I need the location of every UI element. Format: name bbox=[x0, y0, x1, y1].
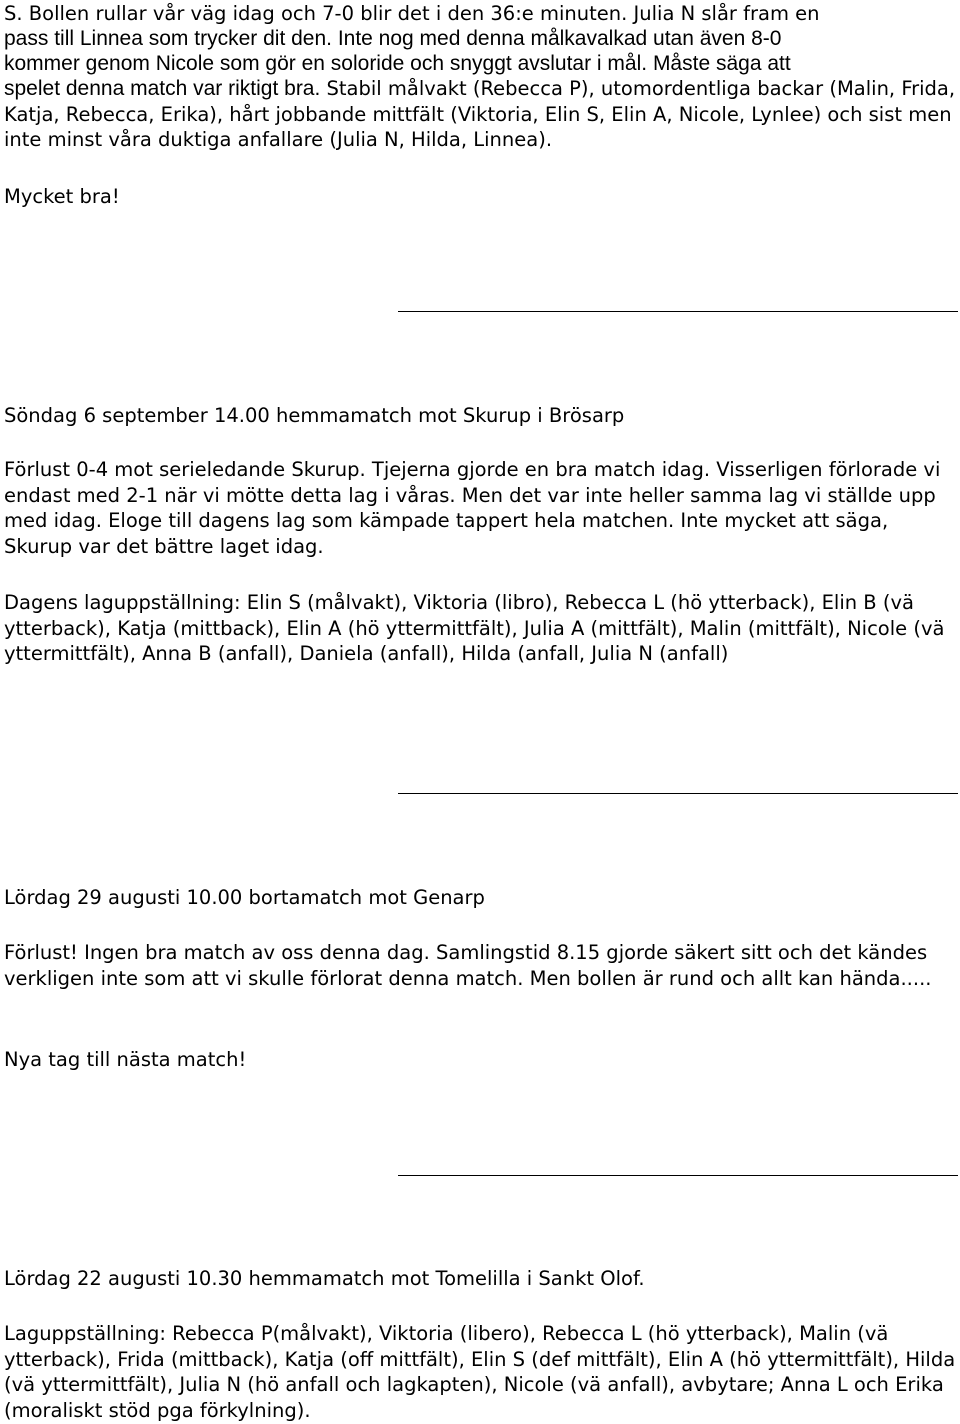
report-1-line-4: spelet denna match var riktigt bra. bbox=[4, 77, 321, 100]
match-3-heading: Lördag 29 augusti 10.00 bortamatch mot Genarp bbox=[4, 886, 485, 909]
report-1-body bbox=[4, 76, 956, 153]
match-2-heading: Söndag 6 september 14.00 hemmamatch mot Skurup i Brösarp bbox=[4, 404, 625, 427]
report-1-line-3: kommer genom Nicole som gör en soloride och snyggt avslutar i mål. Måste säga att bbox=[4, 52, 791, 75]
section-divider bbox=[398, 793, 958, 794]
match-4-heading: Lördag 22 augusti 10.30 hemmamatch mot Tomelilla i Sankt Olof. bbox=[4, 1267, 645, 1290]
report-1-closing: Mycket bra! bbox=[4, 185, 120, 208]
report-1-continuation: Stabil målvakt (Rebecca P), utomordentliga backar (Malin, Frida, Katja, Rebecca, Erika), hårt jobbande mittfält (Viktoria, Elin S, Elin A, Nicole, Lynlee) och sist men inte minst våra duktiga anfallare (Julia N, Hilda, Linnea). bbox=[4, 77, 956, 152]
match-3-closing: Nya tag till nästa match! bbox=[4, 1048, 247, 1071]
section-divider bbox=[398, 311, 958, 312]
report-1-line-1: S. Bollen rullar vår väg idag och 7-0 blir det i den 36:e minuten. Julia N slår fram en bbox=[4, 2, 820, 25]
match-2-lineup: Dagens laguppställning: Elin S (målvakt), Viktoria (libro), Rebecca L (hö ytterback), Elin B (vä ytterback), Katja (mittback), Elin A (hö yttermittfält), Julia A (mittfält), Malin (mittfält), Nicole (vä yttermittfält), Anna B (anfall), Daniela (anfall), Hilda (anfall, Julia N (anfall) bbox=[4, 591, 945, 666]
report-1-line-2: pass till Linnea som trycker dit den. Inte nog med denna målkavalkad utan även 8-0 bbox=[4, 27, 782, 50]
match-4-lineup: Laguppställning: Rebecca P(målvakt), Viktoria (libero), Rebecca L (hö ytterback), Malin (vä ytterback), Frida (mittback), Katja (off mittfält), Elin S (def mittfält), Elin A (hö yttermittfält), Hilda (vä yttermittfält), Julia N (hö anfall och lagkapten), Nicole (vä anfall), avbytare; Anna L och Erika (moraliskt stöd pga förkylning). bbox=[4, 1322, 956, 1422]
match-3-report: Förlust! Ingen bra match av oss denna dag. Samlingstid 8.15 gjorde säkert sitt och det kändes verkligen inte som att vi skulle förlorat denna match. Men bollen är rund och allt kan hända..... bbox=[4, 941, 932, 990]
match-2-report: Förlust 0-4 mot serieledande Skurup. Tjejerna gjorde en bra match idag. Visserligen förlorade vi endast med 2-1 när vi mötte detta lag i våras. Men det var inte heller samma lag vi ställde upp med idag. Eloge till dagens lag som kämpade tappert hela matchen. Inte mycket att säga, Skurup var det bättre laget idag. bbox=[4, 458, 941, 558]
section-divider bbox=[398, 1175, 958, 1176]
